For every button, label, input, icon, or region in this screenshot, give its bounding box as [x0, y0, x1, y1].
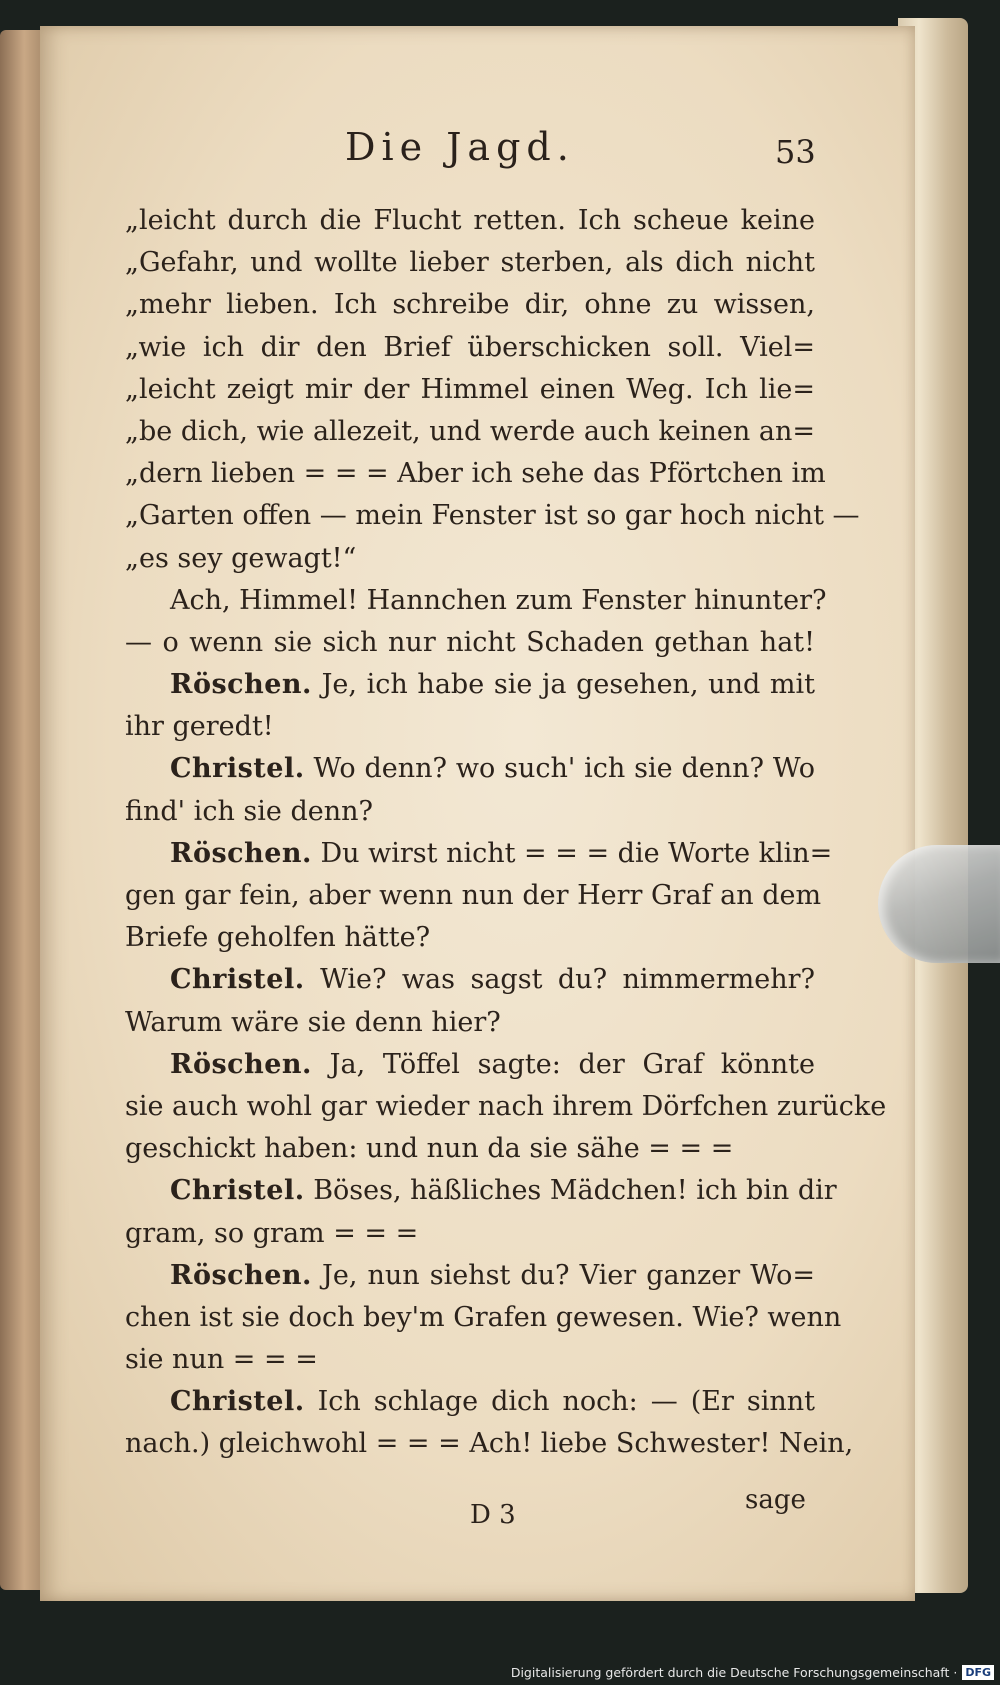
line-text: gram, so gram = = = [125, 1217, 419, 1249]
dfg-logo-icon: DFG [962, 1665, 994, 1680]
line-text: „leicht durch die Flucht retten. Ich scheue keine [125, 205, 815, 236]
speaker-name: Christel. [170, 1386, 305, 1418]
line-text: nach.) gleichwohl = = = Ach! liebe Schwester! Nein, [125, 1428, 854, 1460]
speaker-name: Röschen. [170, 1048, 312, 1080]
text-line [125, 1423, 854, 1465]
line-text: Je, ich habe sie ja gesehen, und mit [321, 669, 815, 701]
catchword: sage [745, 1485, 806, 1515]
text-line [125, 1255, 815, 1297]
line-text: geschickt haben: und nun da sie sähe = = = [125, 1133, 734, 1165]
line-text: sie auch wohl gar wieder nach ihrem Dörfchen zurücke [125, 1090, 887, 1122]
line-text: Ja, Töffel sagte: der Graf könnte [329, 1048, 815, 1080]
text-line [125, 1086, 887, 1128]
text-line [125, 833, 833, 875]
speaker-name: Christel. [170, 964, 305, 996]
text-line [125, 1297, 842, 1339]
text-line [125, 1044, 815, 1086]
line-text: find' ich sie denn? [125, 795, 373, 827]
line-text: Je, nun siehst du? Vier ganzer Wo= [322, 1259, 816, 1291]
line-text: — o wenn sie sich nur nicht Schaden gethan hat! [125, 626, 815, 658]
text-line [125, 580, 827, 622]
line-text: Wie? was sagst du? nimmermehr? [320, 964, 815, 996]
text-line [125, 284, 815, 326]
body-text [125, 200, 887, 1466]
text-line [125, 1128, 815, 1170]
text-line [125, 1002, 815, 1044]
line-text: sie nun = = = [125, 1344, 318, 1376]
speaker-name: Röschen. [170, 837, 312, 869]
page-number: 53 [775, 133, 816, 171]
line-text: „wie ich dir den Brief überschicken soll. Viel= [125, 331, 815, 363]
speaker-name: Christel. [170, 1175, 305, 1207]
line-text: Briefe geholfen hätte? [125, 922, 431, 954]
text-line [125, 1213, 815, 1255]
left-page-edge [0, 30, 44, 1590]
line-text: Böses, häßliches Mädchen! ich bin dir [313, 1175, 837, 1207]
footer-credit: Digitalisierung gefördert durch die Deutsche Forschungsgemeinschaft · [510, 1664, 958, 1680]
line-text: „Garten offen — mein Fenster ist so gar hoch nicht — [125, 500, 860, 532]
text-line [125, 495, 860, 537]
text-line [125, 200, 815, 242]
text-line [125, 242, 815, 284]
text-line [125, 917, 815, 959]
text-line [125, 622, 815, 664]
running-title: Die Jagd. [345, 125, 575, 169]
text-line [125, 327, 815, 369]
line-text: „Gefahr, und wollte lieber sterben, als dich nicht [125, 247, 815, 279]
line-text: Wo denn? wo such' ich sie denn? Wo [313, 753, 815, 785]
text-line [125, 453, 826, 495]
line-text: gen gar fein, aber wenn nun der Herr Graf an dem [125, 880, 822, 911]
text-line [125, 959, 815, 1001]
speaker-name: Röschen. [170, 669, 312, 701]
line-text: „leicht zeigt mir der Himmel einen Weg. Ich lie= [125, 373, 815, 405]
line-text: „be dich, wie allezeit, und werde auch keinen an= [125, 415, 815, 447]
line-text: „es sey gewagt!“ [125, 542, 357, 574]
text-line [125, 411, 815, 453]
text-line [125, 1170, 837, 1212]
line-text: „mehr lieben. Ich schreibe dir, ohne zu wissen, [125, 289, 815, 321]
line-text: Ich schlage dich noch: — (Er sinnt [317, 1386, 815, 1418]
text-line [125, 706, 815, 748]
text-line [125, 1381, 815, 1423]
text-line [125, 875, 822, 917]
text-line [125, 748, 815, 790]
speaker-name: Röschen. [170, 1259, 312, 1291]
text-line [125, 538, 815, 580]
page-clip [878, 845, 1000, 963]
line-text: ihr geredt! [125, 711, 274, 743]
signature-mark: D 3 [470, 1500, 516, 1530]
line-text: Ach, Himmel! Hannchen zum Fenster hinunter? [170, 584, 827, 616]
line-text: Warum wäre sie denn hier? [125, 1006, 501, 1038]
line-text: Du wirst nicht = = = die Worte klin= [320, 837, 833, 869]
text-line [125, 664, 815, 706]
text-line [125, 791, 815, 833]
line-text: chen ist sie doch bey'm Grafen gewesen. Wie? wenn [125, 1301, 842, 1333]
text-line [125, 369, 815, 411]
speaker-name: Christel. [170, 753, 305, 785]
text-line [125, 1339, 815, 1381]
digitization-footer [511, 1661, 994, 1683]
line-text: „dern lieben = = = Aber ich sehe das Pförtchen im [125, 458, 826, 490]
